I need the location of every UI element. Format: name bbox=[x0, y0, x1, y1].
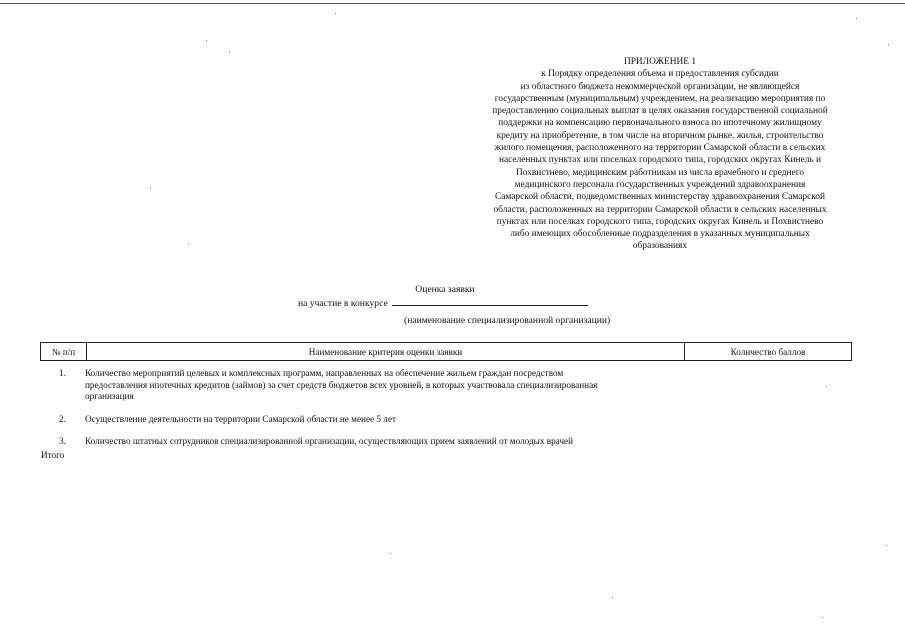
appendix-line: кредиту на приобретение, в том числе на вторичном рынке, жилья, строительство bbox=[496, 130, 824, 141]
row-score bbox=[682, 436, 852, 448]
scan-speck bbox=[188, 244, 189, 245]
row-number: 2. bbox=[59, 413, 66, 424]
appendix-line: к Порядку определения объема и предоставления субсидии bbox=[541, 69, 779, 80]
appendix-line: из областного бюджета некоммерческой организации, не являющейся bbox=[520, 81, 800, 92]
appendix-line: пунктах или поселках городского типа, городских округах Кинель и Похвистнево bbox=[496, 216, 824, 227]
total-label: Итого bbox=[41, 450, 65, 460]
criterion-line: Количество мероприятий целевых и комплексных программ, направленных на обеспечение жильем граждан посредством bbox=[85, 368, 564, 378]
scan-speck bbox=[390, 553, 391, 554]
table-row bbox=[40, 436, 852, 448]
table-row bbox=[40, 414, 852, 426]
row-criterion: Количество штатных сотрудников специализированной организации, осуществляющих прием заявлений от молодых врачей bbox=[85, 436, 573, 446]
row-criterion bbox=[85, 368, 682, 403]
evaluation-contest-line bbox=[298, 296, 588, 310]
scan-top-edge bbox=[0, 3, 905, 4]
scan-speck bbox=[612, 597, 613, 598]
appendix-title: ПРИЛОЖЕНИЕ 1 bbox=[623, 57, 697, 67]
appendix-header bbox=[470, 56, 850, 253]
appendix-line: государственным (муниципальным) учреждением, на реализацию мероприятия по bbox=[494, 93, 826, 104]
organization-name-blank bbox=[392, 296, 588, 306]
header-criterion: Наименование критерия оценки заявки bbox=[87, 343, 685, 360]
evaluation-contest-label: на участие в конкурсе bbox=[298, 298, 388, 309]
appendix-line: предоставлению социальных выплат в целях оказания государственной социальной bbox=[492, 106, 828, 117]
criterion-line: организация bbox=[85, 391, 134, 401]
row-number: 3. bbox=[59, 436, 66, 446]
evaluation-title: Оценка заявки bbox=[415, 284, 475, 295]
scan-speck bbox=[886, 545, 887, 546]
criteria-table bbox=[40, 342, 852, 448]
organization-name-caption: (наименование специализированной организации) bbox=[404, 315, 611, 326]
table-row bbox=[40, 368, 852, 403]
criteria-table-header bbox=[40, 342, 852, 361]
appendix-line: образованиях bbox=[632, 241, 688, 252]
row-score bbox=[682, 414, 852, 426]
appendix-line: Самарской области, подведомственных министерству здравоохранения Самарской bbox=[494, 192, 826, 203]
header-number: № п/п bbox=[41, 343, 87, 360]
scan-speck bbox=[206, 40, 207, 41]
scan-speck bbox=[335, 13, 336, 14]
scan-speck bbox=[229, 52, 230, 53]
scan-speck bbox=[856, 18, 857, 19]
criterion-line: предоставления ипотечных кредитов (займов) за счет средств бюджетов всех уровней, в которых участвовала специализированная bbox=[85, 379, 598, 390]
appendix-line: области, расположенных на территории Самарской области в сельских населенных bbox=[493, 204, 827, 215]
row-number: 1. bbox=[59, 368, 66, 378]
scan-speck bbox=[822, 617, 823, 618]
header-score: Количество баллов bbox=[730, 346, 806, 357]
appendix-line: медицинского персонала государственных учреждений здравоохранения bbox=[514, 179, 806, 190]
appendix-line: либо имеющих обособленные подразделения в указанных муниципальных bbox=[510, 229, 810, 240]
scan-speck bbox=[150, 187, 151, 188]
row-criterion: Осуществление деятельности на территории Самарской области не менее 5 лет bbox=[85, 413, 396, 424]
appendix-line: населенных пунктах или поселках городского типа, городских округах Кинель и bbox=[498, 155, 822, 166]
scan-speck bbox=[888, 44, 889, 45]
appendix-line: поддержки на компенсацию первоначального взноса по ипотечному жилищному bbox=[498, 118, 822, 129]
appendix-line: Похвистнево, медицинским работникам из числа врачебного и среднего bbox=[515, 167, 805, 178]
scan-speck bbox=[826, 386, 827, 387]
appendix-line: жилого помещения, расположенного на территории Самарской области в сельских bbox=[494, 143, 826, 154]
